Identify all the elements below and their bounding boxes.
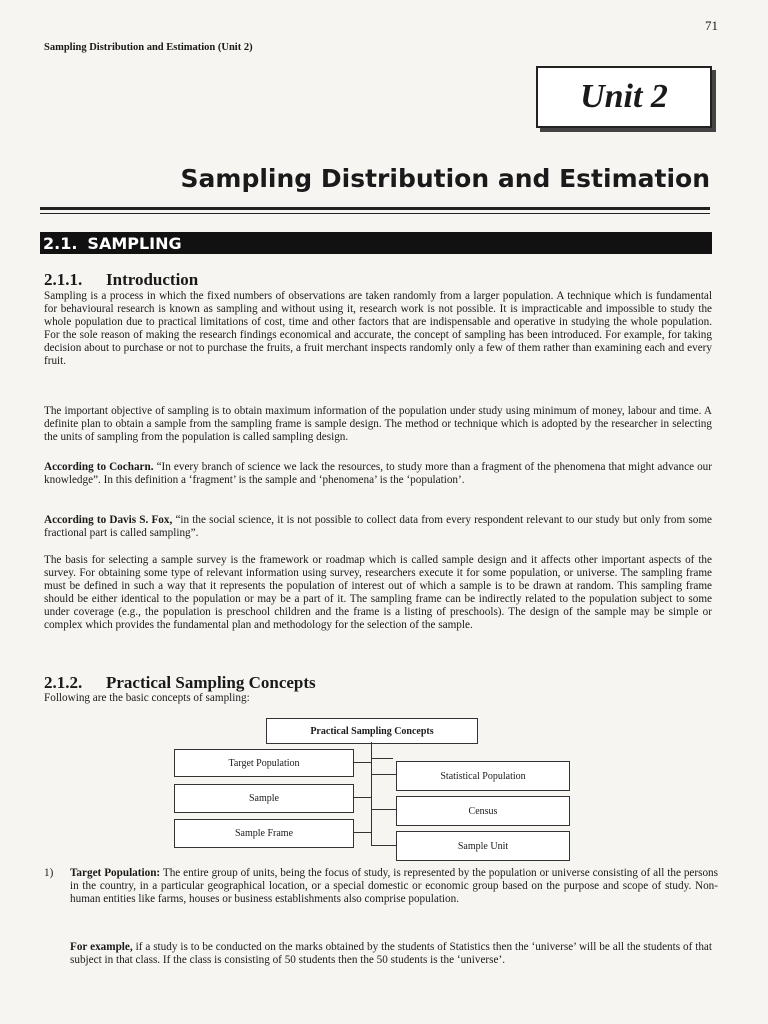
list-item-lead: Target Population: [70, 867, 161, 879]
diagram-connector [371, 774, 396, 775]
subsection-heading-concepts [44, 673, 316, 693]
title-rule-thin [40, 213, 710, 214]
diagram-connector [371, 809, 396, 810]
paragraph-objective: The important objective of sampling is to obtain maximum information of the population under study using minimum of money, labour and time. A definite plan to obtain a sample from the sampling frame is sample design. The method or technique which is adopted by the researcher in selecting the units of sampling from the population is called sampling design. [44, 405, 712, 444]
list-item-target-population [44, 867, 718, 906]
diagram-root-box [266, 718, 478, 744]
diagram-box-sample-frame [174, 819, 354, 848]
paragraph-lead: For example, [70, 941, 133, 954]
diagram-box-statistical-population [396, 761, 570, 791]
list-body [70, 867, 718, 906]
diagram-label: Census [468, 805, 498, 817]
diagram-label: Sample Frame [234, 828, 294, 839]
list-item-text: The entire group of units, being the focus of study, is represented by the population or universe consisting of all the persons in the country, in a particular geographical location, or a special domestic or economic group based on the purpose and scope of study. Non-human entities like farms, houses or business establishments also comprise population. [70, 867, 719, 905]
paragraph-body: “In every branch of science we lack the resources, to study more than a fragment of the phenomena that might advance our knowledge”. In this definition a ‘fragment’ is the sample and ‘phenomena’ is the ‘population’. [44, 461, 712, 487]
diagram-box-sample-unit [396, 831, 570, 861]
diagram-connector [352, 797, 372, 798]
diagram-label: Target Population [228, 757, 300, 769]
paragraph-intro: Sampling is a process in which the fixed numbers of observations are taken randomly from a larger population. A technique which is fundamental for behavioural research is known as sampling and without using it, research work is not possible. It is impracticable and impossible to study the whole population due to practical limitations of cost, time and other factors that are indispensable and operative in studying the whole population. For the sole reason of making the research findings economical and accurate, the concept of sampling has been introduced. For example, for taking decision about to purchase or not to purchase the fruits, a fruit merchant inspects randomly only a few of them rather than examining each and every fruit. [44, 290, 712, 368]
running-head: Sampling Distribution and Estimation (Unit 2) [44, 42, 253, 53]
diagram-box-target-population [174, 749, 354, 777]
diagram-connector [352, 832, 372, 833]
section-number: 2.1. [43, 233, 78, 253]
diagram-connector [371, 758, 393, 759]
subsection-heading-introduction [44, 270, 198, 290]
chapter-title: Sampling Distribution and Estimation [180, 164, 710, 193]
title-rule-thick [40, 207, 710, 210]
paragraph-body: if a study is to be conducted on the marks obtained by the students of Statistics then the ‘universe’ will be all the students of that subject in that class. If the class is consisting of 50 students then the 50 students is the ‘universe’. [70, 941, 712, 967]
paragraph-sample-design: The basis for selecting a sample survey is the framework or roadmap which is called sample design and it affects other important aspects of the survey. For obtaining some type of relevant information using survey, researchers execute it for some population, or universe. The sampling frame must be defined in such a way that it represents the population of interest out of which a sample is to be drawn at random. This sampling frame should be either identical to the population or may be a part of it. The sampling frame can be indirectly related to the population subject to some under coverage (e.g., the population is preschool children and the frame is a listing of preschools). The design of the sample may be simple or complex which provides the fundamental plan and methodology for the selection of the sample. [44, 554, 712, 632]
paragraph-body: “in the social science, it is not possible to collect data from every respondent relevant to our study but only from some fractional part is called sampling”. [44, 514, 712, 540]
page-number: 71 [705, 18, 718, 33]
unit-label: Unit 2 [580, 78, 668, 115]
subsection-intro: Following are the basic concepts of sampling: [44, 692, 250, 705]
diagram-root-label: Practical Sampling Concepts [310, 725, 434, 737]
paragraph-cocharn [44, 461, 712, 487]
paragraph-lead: According to Cocharn. [44, 461, 154, 474]
subsection-title: Practical Sampling Concepts [106, 673, 316, 692]
section-title: SAMPLING [87, 233, 182, 253]
paragraph-example [70, 941, 712, 967]
subsection-number: 2.1.2. [44, 673, 83, 692]
diagram-label: Sample Unit [457, 840, 509, 852]
list-marker: 1) [44, 867, 54, 879]
diagram-label: Sample [249, 793, 279, 804]
paragraph-lead: According to Davis S. Fox, [44, 514, 173, 527]
diagram-box-sample [174, 784, 354, 813]
paragraph-fox [44, 514, 712, 540]
subsection-title: Introduction [106, 270, 199, 289]
diagram-box-census [396, 796, 570, 826]
diagram-connector [352, 762, 372, 763]
diagram-connector [371, 845, 396, 846]
unit-label-box [536, 66, 712, 128]
diagram-label: Statistical Population [440, 770, 526, 782]
section-heading [40, 232, 712, 254]
subsection-number: 2.1.1. [44, 270, 83, 289]
